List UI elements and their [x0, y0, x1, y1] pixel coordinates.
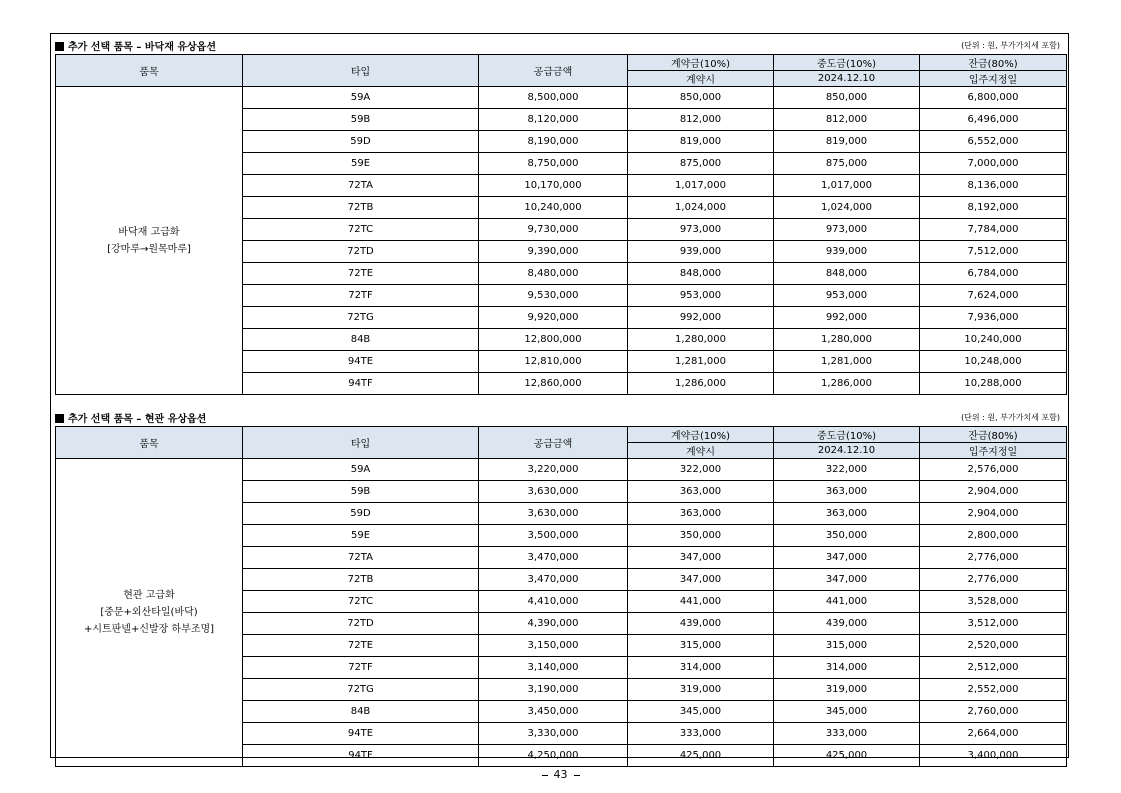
- cell-type: 72TD: [243, 241, 479, 263]
- header-middle-date: 2024.12.10: [774, 71, 920, 87]
- header-contract-timing: 계약시: [628, 443, 774, 459]
- cell-supply: 3,500,000: [479, 525, 628, 547]
- cell-supply: 3,330,000: [479, 723, 628, 745]
- cell-middle: 363,000: [774, 503, 920, 525]
- cell-balance: 10,240,000: [920, 329, 1067, 351]
- cell-contract: 363,000: [628, 481, 774, 503]
- header-middle-date: 2024.12.10: [774, 443, 920, 459]
- table-row: [56, 87, 1067, 109]
- cell-supply: 3,190,000: [479, 679, 628, 701]
- cell-type: 72TE: [243, 635, 479, 657]
- cell-contract: 939,000: [628, 241, 774, 263]
- cell-type: 72TF: [243, 657, 479, 679]
- cell-middle: 333,000: [774, 723, 920, 745]
- cell-middle: 819,000: [774, 131, 920, 153]
- section-title: [55, 410, 206, 425]
- cell-type: 94TF: [243, 745, 479, 767]
- cell-type: 59B: [243, 481, 479, 503]
- header-middle: 중도금(10%): [774, 427, 920, 443]
- cell-type: 94TF: [243, 373, 479, 395]
- cell-middle: 1,017,000: [774, 175, 920, 197]
- cell-balance: 2,776,000: [920, 547, 1067, 569]
- cell-middle: 939,000: [774, 241, 920, 263]
- section-title-text: 추가 선택 품목 – 바닥재 유상옵션: [68, 42, 216, 53]
- cell-middle: 441,000: [774, 591, 920, 613]
- cell-middle: 812,000: [774, 109, 920, 131]
- cell-balance: 8,136,000: [920, 175, 1067, 197]
- cell-supply: 9,390,000: [479, 241, 628, 263]
- cell-supply: 3,470,000: [479, 569, 628, 591]
- cell-balance: 7,784,000: [920, 219, 1067, 241]
- item-line: [중문+외산타일(바닥): [100, 607, 198, 618]
- header-contract: 계약금(10%): [628, 427, 774, 443]
- cell-supply: 9,920,000: [479, 307, 628, 329]
- cell-balance: 7,512,000: [920, 241, 1067, 263]
- cell-contract: 350,000: [628, 525, 774, 547]
- cell-balance: 8,192,000: [920, 197, 1067, 219]
- unit-note: (단위 : 원, 부가가치세 포함): [961, 413, 1060, 422]
- cell-contract: 848,000: [628, 263, 774, 285]
- cell-type: 72TA: [243, 175, 479, 197]
- cell-balance: 7,624,000: [920, 285, 1067, 307]
- cell-middle: 1,024,000: [774, 197, 920, 219]
- cell-middle: 315,000: [774, 635, 920, 657]
- unit-note: (단위 : 원, 부가가치세 포함): [961, 41, 1060, 50]
- square-bullet-icon: [55, 414, 64, 423]
- section-header: [55, 408, 1066, 426]
- cell-middle: 347,000: [774, 547, 920, 569]
- header-supply: 공급금액: [479, 427, 628, 459]
- cell-contract: 953,000: [628, 285, 774, 307]
- cell-type: 72TC: [243, 591, 479, 613]
- cell-supply: 8,500,000: [479, 87, 628, 109]
- cell-middle: 363,000: [774, 481, 920, 503]
- item-cell: [56, 87, 243, 395]
- section-title: [55, 38, 216, 53]
- cell-balance: 2,576,000: [920, 459, 1067, 481]
- square-bullet-icon: [55, 42, 64, 51]
- item-line: [강마루→원목마루]: [107, 243, 191, 255]
- header-contract-timing: 계약시: [628, 71, 774, 87]
- header-supply: 공급금액: [479, 55, 628, 87]
- cell-balance: 6,552,000: [920, 131, 1067, 153]
- cell-balance: 2,552,000: [920, 679, 1067, 701]
- cell-balance: 2,800,000: [920, 525, 1067, 547]
- section-entrance-option: [55, 408, 1066, 767]
- cell-contract: 347,000: [628, 547, 774, 569]
- header-item: 품목: [56, 55, 243, 87]
- page-number: [0, 768, 1121, 781]
- cell-contract: 425,000: [628, 745, 774, 767]
- price-table: [55, 426, 1067, 767]
- cell-contract: 850,000: [628, 87, 774, 109]
- cell-type: 59B: [243, 109, 479, 131]
- cell-supply: 4,410,000: [479, 591, 628, 613]
- cell-middle: 319,000: [774, 679, 920, 701]
- cell-type: 94TE: [243, 723, 479, 745]
- cell-supply: 3,630,000: [479, 481, 628, 503]
- cell-balance: 3,400,000: [920, 745, 1067, 767]
- cell-supply: 3,450,000: [479, 701, 628, 723]
- cell-contract: 1,280,000: [628, 329, 774, 351]
- cell-type: 72TE: [243, 263, 479, 285]
- table-row: [56, 459, 1067, 481]
- cell-middle: 992,000: [774, 307, 920, 329]
- cell-middle: 425,000: [774, 745, 920, 767]
- cell-contract: 347,000: [628, 569, 774, 591]
- cell-type: 84B: [243, 701, 479, 723]
- header-item: 품목: [56, 427, 243, 459]
- header-middle: 중도금(10%): [774, 55, 920, 71]
- cell-supply: 3,220,000: [479, 459, 628, 481]
- section-floor-option: [55, 36, 1066, 395]
- cell-balance: 3,528,000: [920, 591, 1067, 613]
- cell-type: 72TG: [243, 307, 479, 329]
- cell-contract: 315,000: [628, 635, 774, 657]
- item-line: 바닥재 고급화: [118, 226, 180, 238]
- cell-contract: 333,000: [628, 723, 774, 745]
- cell-balance: 2,664,000: [920, 723, 1067, 745]
- cell-balance: 10,248,000: [920, 351, 1067, 373]
- cell-supply: 9,530,000: [479, 285, 628, 307]
- cell-balance: 7,000,000: [920, 153, 1067, 175]
- header-row: [56, 55, 1067, 71]
- cell-contract: 319,000: [628, 679, 774, 701]
- cell-middle: 848,000: [774, 263, 920, 285]
- header-type: 타입: [243, 55, 479, 87]
- cell-supply: 3,140,000: [479, 657, 628, 679]
- cell-contract: 875,000: [628, 153, 774, 175]
- cell-supply: 12,800,000: [479, 329, 628, 351]
- cell-balance: 6,800,000: [920, 87, 1067, 109]
- cell-contract: 439,000: [628, 613, 774, 635]
- cell-type: 72TD: [243, 613, 479, 635]
- cell-middle: 347,000: [774, 569, 920, 591]
- cell-type: 72TG: [243, 679, 479, 701]
- cell-balance: 3,512,000: [920, 613, 1067, 635]
- price-table: [55, 54, 1067, 395]
- header-contract: 계약금(10%): [628, 55, 774, 71]
- cell-supply: 3,470,000: [479, 547, 628, 569]
- cell-contract: 345,000: [628, 701, 774, 723]
- item-cell: [56, 459, 243, 767]
- cell-middle: 953,000: [774, 285, 920, 307]
- header-row: [56, 427, 1067, 443]
- cell-balance: 7,936,000: [920, 307, 1067, 329]
- cell-type: 72TB: [243, 569, 479, 591]
- cell-type: 59D: [243, 131, 479, 153]
- cell-middle: 1,286,000: [774, 373, 920, 395]
- cell-type: 59E: [243, 525, 479, 547]
- header-type: 타입: [243, 427, 479, 459]
- cell-middle: 314,000: [774, 657, 920, 679]
- cell-contract: 1,281,000: [628, 351, 774, 373]
- cell-type: 59A: [243, 87, 479, 109]
- cell-contract: 973,000: [628, 219, 774, 241]
- cell-contract: 1,017,000: [628, 175, 774, 197]
- cell-balance: 6,784,000: [920, 263, 1067, 285]
- cell-middle: 850,000: [774, 87, 920, 109]
- header-balance: 잔금(80%): [920, 55, 1067, 71]
- cell-contract: 992,000: [628, 307, 774, 329]
- cell-type: 59D: [243, 503, 479, 525]
- cell-supply: 10,170,000: [479, 175, 628, 197]
- cell-balance: 2,760,000: [920, 701, 1067, 723]
- cell-middle: 322,000: [774, 459, 920, 481]
- cell-balance: 2,512,000: [920, 657, 1067, 679]
- page-number-value: 43: [553, 768, 568, 781]
- cell-middle: 439,000: [774, 613, 920, 635]
- cell-contract: 1,286,000: [628, 373, 774, 395]
- section-title-text: 추가 선택 품목 – 현관 유상옵션: [68, 414, 207, 425]
- cell-supply: 9,730,000: [479, 219, 628, 241]
- cell-supply: 3,150,000: [479, 635, 628, 657]
- cell-contract: 314,000: [628, 657, 774, 679]
- cell-type: 59E: [243, 153, 479, 175]
- cell-supply: 4,250,000: [479, 745, 628, 767]
- cell-middle: 1,281,000: [774, 351, 920, 373]
- cell-contract: 322,000: [628, 459, 774, 481]
- cell-supply: 3,630,000: [479, 503, 628, 525]
- cell-balance: 2,520,000: [920, 635, 1067, 657]
- cell-supply: 4,390,000: [479, 613, 628, 635]
- cell-contract: 441,000: [628, 591, 774, 613]
- cell-type: 72TF: [243, 285, 479, 307]
- cell-balance: 10,288,000: [920, 373, 1067, 395]
- cell-type: 72TA: [243, 547, 479, 569]
- cell-contract: 363,000: [628, 503, 774, 525]
- cell-type: 72TC: [243, 219, 479, 241]
- cell-middle: 973,000: [774, 219, 920, 241]
- cell-middle: 350,000: [774, 525, 920, 547]
- cell-balance: 2,776,000: [920, 569, 1067, 591]
- cell-middle: 345,000: [774, 701, 920, 723]
- cell-middle: 875,000: [774, 153, 920, 175]
- item-line: +시트판넬+신발장 하부조명]: [83, 624, 215, 635]
- cell-contract: 819,000: [628, 131, 774, 153]
- cell-balance: 2,904,000: [920, 481, 1067, 503]
- cell-balance: 2,904,000: [920, 503, 1067, 525]
- cell-supply: 12,860,000: [479, 373, 628, 395]
- cell-balance: 6,496,000: [920, 109, 1067, 131]
- cell-type: 72TB: [243, 197, 479, 219]
- cell-supply: 12,810,000: [479, 351, 628, 373]
- cell-contract: 812,000: [628, 109, 774, 131]
- section-header: [55, 36, 1066, 54]
- cell-supply: 8,120,000: [479, 109, 628, 131]
- header-balance: 잔금(80%): [920, 427, 1067, 443]
- cell-supply: 10,240,000: [479, 197, 628, 219]
- cell-supply: 8,480,000: [479, 263, 628, 285]
- item-line: 현관 고급화: [123, 590, 175, 601]
- cell-type: 59A: [243, 459, 479, 481]
- cell-middle: 1,280,000: [774, 329, 920, 351]
- cell-contract: 1,024,000: [628, 197, 774, 219]
- header-balance-timing: 입주지정일: [920, 71, 1067, 87]
- header-balance-timing: 입주지정일: [920, 443, 1067, 459]
- cell-type: 84B: [243, 329, 479, 351]
- cell-type: 94TE: [243, 351, 479, 373]
- cell-supply: 8,190,000: [479, 131, 628, 153]
- cell-supply: 8,750,000: [479, 153, 628, 175]
